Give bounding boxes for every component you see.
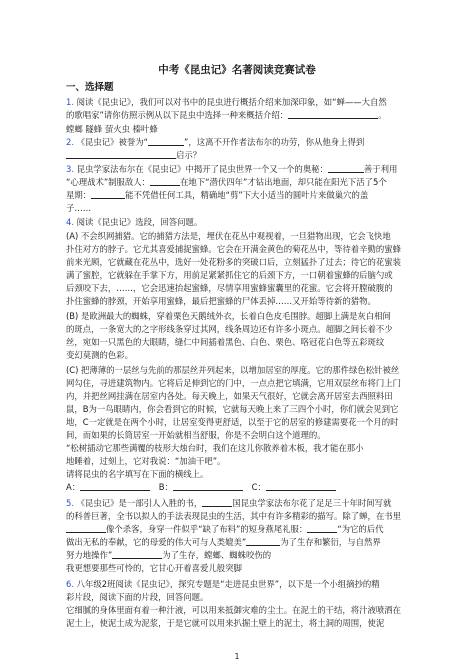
question-1-number: 1. — [66, 97, 74, 107]
answer-blank-a[interactable] — [80, 481, 150, 491]
question-6-number: 6. — [66, 579, 74, 589]
passage-c-line: 内，并把丝网挂满在居室内各处。每天晚上，如果天气很好，它就会离开居室去西照料田 — [66, 391, 393, 401]
passage-c-line: “松树插动它那些满覆的枝形大烛台时，我们在这儿你散养着木板，我才能在那小 — [66, 443, 364, 453]
question-5-line-1: 5. 《昆虫记》是一部引人入胜的书， 国昆虫学家法布尔花了足足三十年时间写就 — [66, 498, 392, 508]
question-1-options: 螳螂 隧蜂 萤火虫 榛叶蜂 — [66, 124, 158, 134]
answer-blank-c[interactable] — [266, 481, 336, 491]
answer-blank[interactable] — [150, 176, 180, 186]
question-1-line-1: 1. 阅读《昆虫记》，我们可以对书中的昆虫进行概括介绍来加深印象，如“蝉——大自然 — [66, 97, 387, 107]
passage-a-line: 前来光顾，它就藏在花丛中，选好一处花粉多的突破口后，立刻猛扑了过去；待它的花蜜装 — [66, 257, 401, 267]
answer-blank[interactable] — [307, 523, 337, 533]
document-title: 中考《昆虫记》名著阅读竞赛试卷 — [158, 64, 316, 76]
question-3-line-1: 3. 昆虫学家法布尔在《昆虫记》中揭开了昆虫世界一个又一个的奥秘： 善于利用 — [66, 164, 398, 174]
question-5-line-2: 的科普巨著，全书以拟人的手法表现昆虫的生活，其中有许多精彩的描写。除了蝉，在书里 — [66, 511, 401, 521]
question-2-line-1: 2. 《昆虫记》被誉为“ ”，这离不开作者法布尔的功劳，你从他身上得到 — [66, 137, 365, 147]
question-2-number: 2. — [66, 137, 74, 147]
passage-c-line: 地睡着，过刻上，它对我说：“加油干吧”。 — [66, 456, 226, 466]
question-5-line-5: 努力地操作” 为了生存，螳螂、蜘蛛咬伤的 — [66, 550, 272, 560]
question-6-line-3: 它细腻的身体里面有着一种汁液，可以用来抵御灾难的尘土。在泥土的干结，将汁液喷洒在 — [66, 605, 401, 615]
section-heading: 一、选择题 — [66, 82, 114, 93]
answer-blank[interactable] — [66, 523, 106, 533]
answer-blank[interactable] — [112, 549, 162, 559]
question-2-line-2: 启示？ — [66, 149, 201, 161]
passage-a-line: (A) 不会织网捕猎。它的捕猎方法是，埋伏在花丛中观视着，一旦猎物出现，它会飞快地 — [66, 231, 391, 241]
question-3-line-3: 星期： 能不凭借任何工具，精确地“剪”下大小适当的圆叶片来做巢穴的盖 — [66, 190, 369, 200]
answer-blank-b[interactable] — [173, 481, 243, 491]
answer-blank[interactable] — [148, 136, 184, 146]
question-6-line-4: 泥土上，使泥土成为泥浆，于是它就可以用来扒掘土壁上的泥土，将土洞的周围，使泥 — [66, 618, 385, 628]
passage-c-line: 地，C一定就是在两个小时，让居室变得更舒适，以至于它的居室的修建需要花一个月的时 — [66, 417, 399, 427]
passage-a-line: 扑住蜜蜂的脖颈，开始享用蜜蜂，最后把蜜蜂的尸体丢掉……又开始等待新的猎物。 — [66, 296, 376, 306]
passage-b-line: 的斑点，一条宽大的之字形线条穿过其网，线条周边还有许多小斑点。超脚之间长着不少 — [66, 324, 393, 334]
passage-c-line: 鼠，B为一鸟眼睛内，你会看到它的时候，它就每天晚上来了三四个小时，你们就会见到它 — [66, 404, 399, 414]
question-3-line-4: 子…… — [66, 203, 92, 213]
passage-c-line: 间，而如果的长筒居室一开始就相当舒服，你是不会明白这个道理的。 — [66, 430, 326, 440]
passage-a-line: 后颈咬下去，……，它会迅速抬起蜜蜂，尽情享用蜜蜂蜜囊里的花蜜。它会将开膛破腹的 — [66, 283, 393, 293]
page-number: 1 — [234, 652, 240, 661]
passage-a-line: 满了蜜腔，它就躲在手掌下方，用前足紧紧抓住它的后颈下方，一口朝着蜜蜂的后脑勺或 — [66, 270, 393, 280]
question-6-line-1: 6. 八年级2班阅读《昆虫记》，探究专题是“走进昆虫世界”，以下是一个小组摘抄的精 — [66, 579, 380, 589]
passage-c-line: (C) 把薄薄的一层丝与先前的那层丝并列起来，以增加居室的厚度。它的那件绿色松针被丝 — [66, 365, 400, 375]
question-4-ask: 请将昆虫的名字填写在下面的横线上。 — [66, 469, 209, 479]
question-5-line-3: 像个杀客，身穿一件似乎“缺了布料”的短身燕尾礼服： “为它的后代 — [66, 523, 384, 535]
question-5-line-6: 我更想要那些可怜的，它甘心开着喜爱儿般突脚 — [66, 563, 242, 573]
answer-blank[interactable] — [66, 149, 176, 159]
answer-blank[interactable] — [202, 497, 232, 507]
question-5-line-4: 做出无私的奉献，它的母爱的伟大可与人类媲美” 为了生存和繁衍，与自然界 — [66, 537, 381, 547]
question-4-intro: 4. 阅读《昆虫记》选段，回答问题。 — [66, 217, 203, 227]
question-6-line-2: 彩片段，阅读下面的片段，回答问题。 — [66, 592, 209, 602]
question-4-number: 4. — [66, 217, 74, 227]
passage-b-line: 变幻莫测的色彩。 — [66, 350, 133, 360]
question-4-answer-row: A： B： C： — [66, 481, 336, 493]
answer-blank[interactable] — [328, 163, 364, 173]
question-3-number: 3. — [66, 164, 74, 174]
answer-blank[interactable] — [288, 109, 378, 119]
answer-blank[interactable] — [246, 536, 280, 546]
question-3-line-2: “心理战术”制服敌人： 在地下“潜伏四年”才钻出地面，却只能在阳光下活了5个 — [66, 177, 387, 187]
passage-b-line: 丝，宛如一只黑色的大眼睛，缝仁中间插着黑色、白色、栗色、咯冠花白色等五彩斑纹 — [66, 337, 385, 347]
passage-a-line: 扑住对方的脖子。它尤其喜爱捕捉蜜蜂。它会在开满金黄色的菊花丛中，等待着辛勤的蜜蜂 — [66, 244, 401, 254]
passage-b-line: (B) 是欧洲最大的蜘蛛，穿着栗色天鹅绒外衣，长着白色皮毛围脖。超脚上满是灰白相间 — [66, 311, 391, 321]
answer-blank[interactable] — [91, 189, 125, 199]
passage-c-line: 网勾住，寻进建筑物内。它将后足伸到它的门中，一点点把它填满，它用双层丝布将门上门 — [66, 378, 401, 388]
question-1-line-2: 的歌唱家”请你仿照示例从以下昆虫中选择一种来概括介绍： 。 — [66, 110, 387, 120]
question-5-number: 5. — [66, 498, 74, 508]
